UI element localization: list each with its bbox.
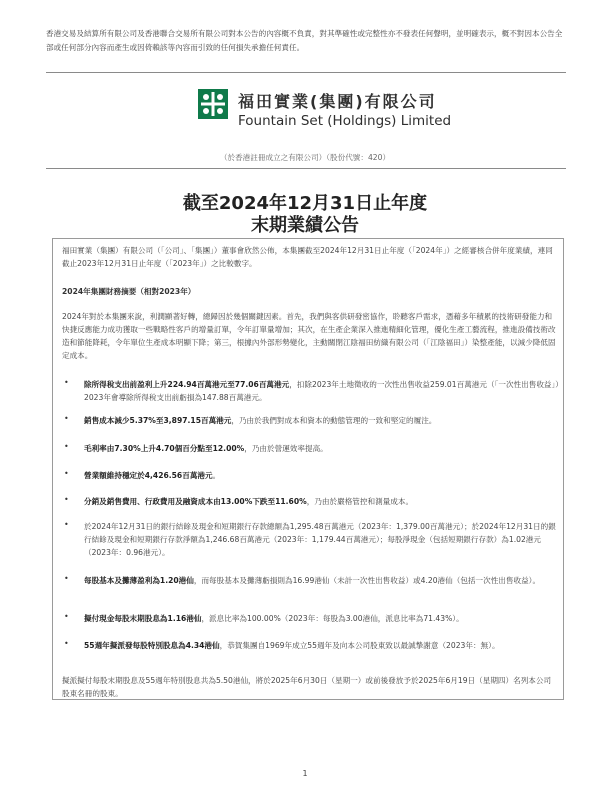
bullet-highlight: 毛利率由7.30%上升4.70個百分點至12.00%	[84, 444, 245, 453]
bullet-marker: •	[64, 520, 69, 529]
bullet-marker: •	[64, 574, 69, 583]
bullet-text: ，而每股基本及攤薄虧損則為16.99港仙（未計一次性出售收益）或4.20港仙（包括一次性出售收益）。	[193, 576, 541, 585]
page-number: 1	[302, 769, 308, 778]
bullet-highlight: 分銷及銷售費用、行政費用及融資成本由13.00%下跌至11.60%	[84, 497, 307, 506]
company-name-chinese: 福田實業(集團)有限公司	[238, 92, 437, 111]
company-name-english: Fountain Set (Holdings) Limited	[238, 113, 452, 129]
summary-paragraph: 2024年對於本集團來說，利潤顯著好轉，總歸因於幾個關鍵因素。首先，我們與客供研發密協作，聆聽客戶需求，憑藉多年積累的技術研發能力和快捷反應能力成功獲取一些戰略性客戶的增量訂單，令年訂單量增加；其次，在生產企業深入推進精細化管理，優化生產工藝流程，推進設備技術改造和節能降耗，令年單位生產成本明顯下降；第三，根據內外部形勢變化，主動關閉江陰福田紡織有限公司（「江陰福田」）染整產能，以減少降低固定成本。	[62, 312, 556, 360]
bullet-item	[84, 469, 560, 482]
bullet-highlight: 55週年擬派發每股特別股息為4.34港仙	[84, 641, 220, 650]
bullet-item	[84, 639, 560, 652]
bullet-text: 。	[212, 471, 221, 480]
bullet-marker: •	[64, 442, 69, 451]
bullet-highlight: 營業額維持穩定於4,426.56百萬港元	[84, 471, 213, 480]
bullet-text: 於2024年12月31日的銀行結餘及現金和短期銀行存款總額為1,295.48百萬港元（2023年：1,379.00百萬港元）；於2024年12月31日的銀行結餘及現金和短期銀行存款淨額為1,246.68百萬港元（2023年：1,179.44百萬港元）；每股淨現金（包括短期銀行存款）為1.02港元（2023年：0.96港元）。	[84, 522, 556, 557]
bullet-highlight: 除所得稅支出前盈利上升224.94百萬港元至77.06百萬港元	[84, 380, 290, 389]
bullet-text: ，乃由於我們對成本和資本的動態管理的一致和堅定的履注。	[231, 416, 437, 425]
bullet-marker: •	[64, 469, 69, 478]
bullet-item	[84, 520, 560, 559]
bullet-highlight: 銷售成本減少5.37%至3,897.15百萬港元	[84, 416, 232, 425]
bullet-marker: •	[64, 378, 69, 387]
bullet-text: ，派息比率為100.00%（2023年：每股為3.00港仙，派息比率為71.43%）。	[201, 614, 464, 623]
bullet-item	[84, 414, 560, 427]
top-divider	[46, 72, 566, 73]
bullet-text: ，扣除2023年土地徵收的一次性出售收益259.01百萬港元（「一次性出售收益」）2023年會導除所得稅支出前虧損為147.88百萬港元。	[84, 380, 560, 402]
announcement-title-line-2: 末期業績公告	[251, 215, 359, 236]
disclaimer-text: 香港交易及結算所有限公司及香港聯合交易所有限公司對本公告的內容概不負責，對其準確性或完整性亦不發表任何聲明，並明確表示，概不對因本公告全部或任何部分內容而產生或因倚賴該等內容而引致的任何損失承擔任何責任。	[46, 29, 563, 52]
bullet-marker: •	[64, 612, 69, 621]
bullet-highlight: 每股基本及攤薄盈利為1.20港仙	[84, 576, 194, 585]
bullet-text: ，乃由於嚴格管控和測量成本。	[306, 497, 414, 506]
dividend-closing-paragraph: 擬派擬付每股末期股息及55週年特別股息共為5.50港仙，將於2025年6月30日（星期一）或前後發放予於2025年6月19日（星期四）名列本公司股東名冊的股東。	[62, 676, 552, 698]
bullet-item	[84, 442, 560, 455]
incorporation-note: （於香港註冊成立之有限公司）（股份代號：420）	[219, 153, 391, 162]
bullet-highlight: 擬付現金每股末期股息為1.16港仙	[84, 614, 202, 623]
bullet-item	[84, 495, 560, 508]
bullet-marker: •	[64, 639, 69, 648]
announcement-title-line-1: 截至2024年12月31日止年度	[182, 193, 428, 214]
bullet-item	[84, 574, 560, 587]
bullet-item	[84, 612, 560, 625]
bullet-text: ，恭賀集團自1969年成立55週年及向本公司股東致以最誠摯謝意（2023年：無）。	[219, 641, 500, 650]
summary-heading: 2024年集團財務摘要（相對2023年）	[62, 287, 196, 296]
company-logo-icon	[198, 89, 228, 119]
bullet-text: ，乃由於營運效率提高。	[244, 444, 328, 453]
bullet-marker: •	[64, 414, 69, 423]
bullet-item	[84, 378, 560, 404]
bullet-marker: •	[64, 495, 69, 504]
header-divider	[46, 168, 566, 169]
intro-paragraph: 福田實業（集團）有限公司（「公司」、「集團」）董事會欣然公佈，本集團截至2024年12月31日止年度（「2024年」）之經審核合併年度業績，連同截止2023年12月31日止年度（「2023年」）之比較數字。	[62, 246, 553, 268]
